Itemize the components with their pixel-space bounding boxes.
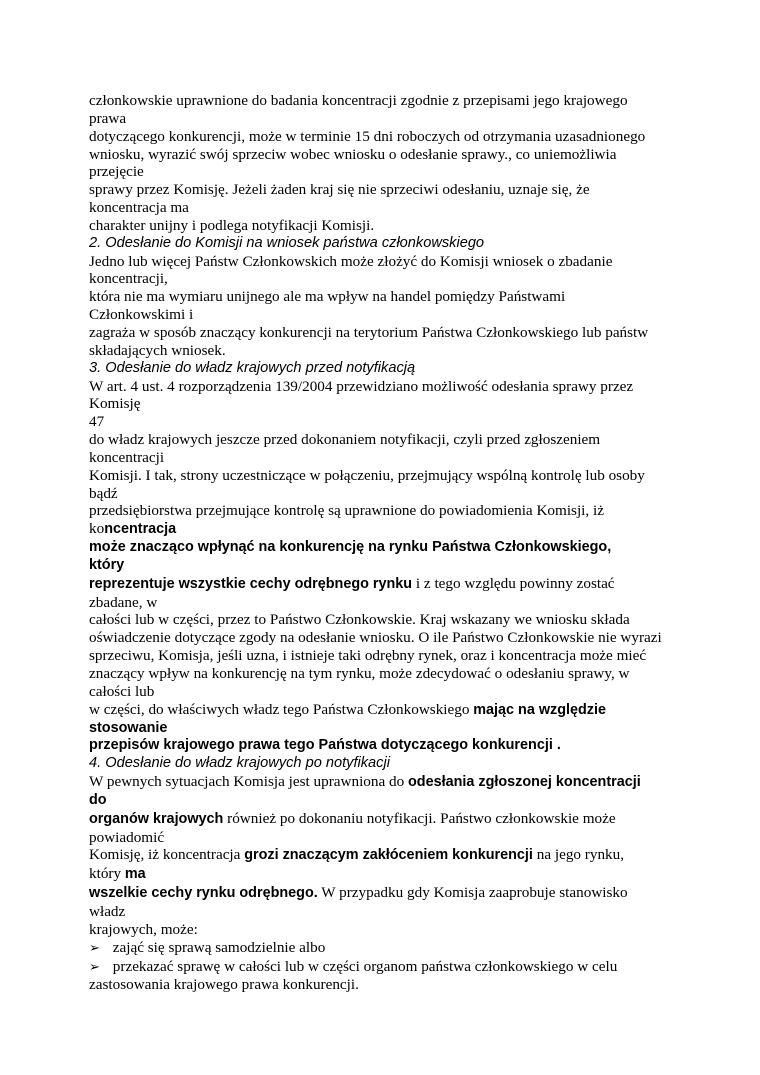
text-line: znaczący wpływ na konkurencję na tym rynku, może zdecydować o odesłaniu sprawy, w <box>89 665 630 682</box>
text-run: W przypadku gdy Komisja zaaprobuje stanowisko <box>317 884 628 902</box>
section-heading-3: 3. Odesłanie do władz krajowych przed notyfikacją <box>89 359 416 376</box>
text-line <box>89 865 679 884</box>
section-heading-4: 4. Odesłanie do władz krajowych po notyfikacji <box>89 755 390 772</box>
text-line: koncentracja ma <box>89 199 189 217</box>
text-line: Członkowskimi i <box>89 306 194 324</box>
text-line: koncentracji <box>89 448 165 466</box>
text-run: Komisję, iż koncentracja <box>89 846 245 864</box>
text-line: Komisji. I tak, strony uczestniczące w połączeniu, przejmujący wspólną kontrolę lub osoby <box>89 466 645 484</box>
text-line: całości lub <box>89 682 155 700</box>
text-run: ko <box>89 520 105 538</box>
text-run: W pewnych sytuacjach Komisja jest uprawniona do <box>89 773 408 791</box>
text-line: koncentracji, <box>89 270 168 288</box>
text-line: zastosowania krajowego prawa konkurencji. <box>89 976 359 994</box>
text-line: władz <box>89 902 126 920</box>
text-line: Jedno lub więcej Państw Członkowskich może złożyć do Komisji wniosek o zbadanie <box>89 252 613 270</box>
bullet-item <box>89 939 679 958</box>
text-line: składających wniosek. <box>89 341 226 359</box>
text-line: przejęcie <box>89 163 144 181</box>
bold-run: wszelkie cechy rynku odrębnego. <box>89 885 318 902</box>
arrow-bullet-icon: ➢ <box>89 959 100 975</box>
text-line <box>89 810 679 829</box>
bold-run: ncentracja <box>104 521 177 538</box>
bold-line: który <box>89 556 125 573</box>
text-line: W art. 4 ust. 4 rozporządzenia 139/2004 przewidziano możliwość odesłania sprawy przez <box>89 377 634 395</box>
bold-run: reprezentuje wszystkie cechy odrębnego rynku <box>89 575 413 592</box>
text-line: sprzeciwu, Komisja, jeśli uzna, i istnieje taki odrębny rynek, oraz i koncentracja może mieć <box>89 647 647 665</box>
text-line: całości lub w części, przez to Państwo Członkowskie. Kraj wskazany we wniosku składa <box>89 611 630 629</box>
text-line: zbadane, w <box>89 593 158 611</box>
page-number: 47 <box>89 413 105 431</box>
text-line: Komisję <box>89 395 141 413</box>
bold-run: ma <box>124 866 146 883</box>
bold-line: do <box>89 791 107 808</box>
text-line: powiadomić <box>89 828 165 846</box>
text-line <box>89 773 679 792</box>
text-line: prawa <box>89 109 127 127</box>
text-run: i z tego względu powinny zostać <box>412 574 615 592</box>
text-run: również po dokonaniu notyfikacji. Państwo członkowskie może <box>223 809 616 827</box>
text-line <box>89 846 679 865</box>
text-run: na jego rynku, <box>532 846 625 864</box>
bold-run: grozi znaczącym zakłóceniem konkurencji <box>244 847 533 864</box>
text-line: bądź <box>89 484 118 502</box>
bullet-text: zająć się sprawą samodzielnie albo <box>109 938 326 956</box>
text-run: który <box>89 865 125 883</box>
text-line: członkowskie uprawnione do badania koncentracji zgodnie z przepisami jego krajowego <box>89 92 628 109</box>
text-line: która nie ma wymiaru unijnego ale ma wpływ na handel pomiędzy Państwami <box>89 288 566 306</box>
bold-line: przepisów krajowego prawa tego Państwa dotyczącego konkurencji . <box>89 737 561 754</box>
text-line: do władz krajowych jeszcze przed dokonaniem notyfikacji, czyli przed zgłoszeniem <box>89 431 601 449</box>
arrow-bullet-icon: ➢ <box>89 940 100 956</box>
text-line: oświadczenie dotyczące zgody na odesłanie wniosku. O ile Państwo Członkowskie nie wyrazi <box>89 629 662 647</box>
bullet-text: przekazać sprawę w całości lub w części organom państwa członkowskiego w celu <box>109 957 618 975</box>
section-heading-2: 2. Odesłanie do Komisji na wniosek państwa członkowskiego <box>89 234 485 251</box>
text-line: wniosku, wyrazić swój sprzeciw wobec wniosku o odesłanie sprawy., co uniemożliwia <box>89 145 617 163</box>
bold-line: stosowanie <box>89 719 168 736</box>
bold-run: odesłania zgłoszonej koncentracji <box>408 774 641 791</box>
bold-run: organów krajowych <box>89 810 224 827</box>
text-line: sprawy przez Komisję. Jeżeli żaden kraj się nie sprzeciwi odesłaniu, uznaje się, że <box>89 181 590 199</box>
bullet-item <box>89 958 679 977</box>
document-page <box>89 92 679 994</box>
bold-line: może znacząco wpłynąć na konkurencję na rynku Państwa Członkowskiego, <box>89 539 612 556</box>
text-line: dotyczącego konkurencji, może w terminie 15 dni roboczych od otrzymania uzasadnionego <box>89 127 646 145</box>
text-line <box>89 884 679 903</box>
text-line: przedsiębiorstwa przejmujące kontrolę są uprawnione do powiadomienia Komisji, iż <box>89 502 604 520</box>
bold-run: mając na względzie <box>473 701 606 718</box>
text-line <box>89 701 679 720</box>
text-line <box>89 575 679 594</box>
text-line: krajowych, może: <box>89 920 198 938</box>
text-line: charakter unijny i podlega notyfikacji Komisji. <box>89 216 375 234</box>
text-run: w części, do właściwych władz tego Państwa Członkowskiego <box>89 700 474 718</box>
text-line <box>89 520 679 539</box>
text-line: zagraża w sposób znaczący konkurencji na terytorium Państwa Członkowskiego lub państw <box>89 323 649 341</box>
